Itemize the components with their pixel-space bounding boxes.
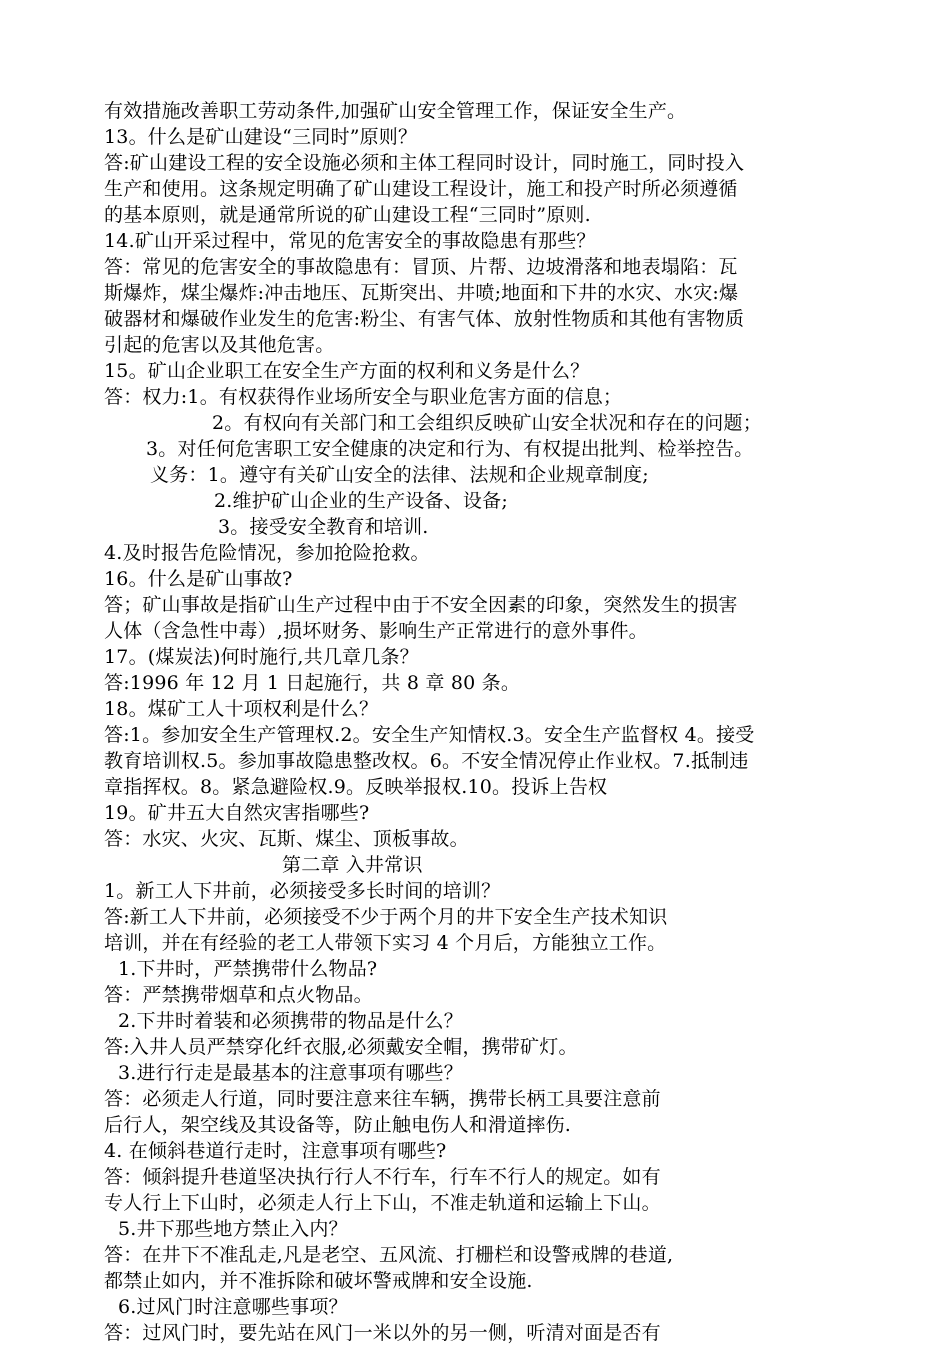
text-line: 答：在井下不准乱走,凡是老空、五风流、打栅栏和设警戒牌的巷道, [104,1244,674,1266]
question-heading: 6.过风门时注意哪些事项？ [118,1296,348,1318]
text-line: 答:入井人员严禁穿化纤衣服,必须戴安全帽，携带矿灯。 [104,1036,578,1058]
text-line: 破器材和爆破作业发生的危害:粉尘、有害气体、放射性物质和其他有害物质 [104,308,745,330]
text-line: 有效措施改善职工劳动条件,加强矿山安全管理工作，保证安全生产。 [104,100,687,122]
question-heading: 5.井下那些地方禁止入内？ [118,1218,348,1240]
text-line: 3。对任何危害职工安全健康的决定和行为、有权提出批判、检举控告。 [146,438,754,460]
text-line: 培训，并在有经验的老工人带领下实习 4 个月后，方能独立工作。 [104,932,667,954]
text-line: 都禁止如内，并不准拆除和破坏警戒牌和安全设施. [104,1270,533,1292]
question-heading: 13。什么是矿山建设“三同时”原则？ [104,126,418,148]
question-heading: 16。什么是矿山事故? [104,568,293,590]
text-line: 后行人，架空线及其设备等，防止触电伤人和滑道摔伤. [104,1114,572,1136]
text-line: 答：必须走人行道，同时要注意来往车辆，携带长柄工具要注意前 [104,1088,661,1110]
question-heading: 4. 在倾斜巷道行走时，注意事项有哪些? [104,1140,447,1162]
text-line: 答：过风门时，要先站在风门一米以外的另一侧，听清对面是否有 [104,1322,661,1344]
question-heading: 19。矿井五大自然灾害指哪些? [104,802,370,824]
text-line: 答：权力:1。有权获得作业场所安全与职业危害方面的信息； [104,386,623,408]
text-line: 章指挥权。8。紧急避险权.9。反映举报权.10。投诉上告权 [104,776,608,798]
question-heading: 3.进行行走是最基本的注意事项有哪些？ [118,1062,463,1084]
question-heading: 15。矿山企业职工在安全生产方面的权利和义务是什么？ [104,360,590,382]
question-heading: 1。新工人下井前，必须接受多长时间的培训？ [104,880,501,902]
text-line: 答：水灾、火灾、瓦斯、煤尘、顶板事故。 [104,828,469,850]
text-line: 4.及时报告危险情况，参加抢险抢救。 [104,542,430,564]
text-line: 答:1996 年 12 月 1 日起施行，共 8 章 80 条。 [104,672,521,694]
text-line: 2。有权向有关部门和工会组织反映矿山安全状况和存在的问题； [212,412,762,434]
text-line: 的基本原则，就是通常所说的矿山建设工程“三同时”原则. [104,204,591,226]
question-heading: 1.下井时，严禁携带什么物品? [118,958,378,980]
text-line: 人体（含急性中毒）,损坏财务、影响生产正常进行的意外事件。 [104,620,648,642]
question-heading: 18。煤矿工人十项权利是什么？ [104,698,379,720]
text-line: 3。接受安全教育和培训. [218,516,429,538]
question-heading: 14.矿山开采过程中，常见的危害安全的事故隐患有那些？ [104,230,596,252]
text-line: 斯爆炸，煤尘爆炸:冲击地压、瓦斯突出、井喷;地面和下井的水灾、水灾:爆 [104,282,739,304]
text-line: 教育培训权.5。参加事故隐患整改权。6。不安全情况停止作业权。7.抵制违 [104,750,749,772]
question-heading: 2.下井时着装和必须携带的物品是什么？ [118,1010,463,1032]
text-line: 答:新工人下井前，必须接受不少于两个月的井下安全生产技术知识 [104,906,668,928]
text-line: 答：严禁携带烟草和点火物品。 [104,984,373,1006]
text-line: 生产和使用。这条规定明确了矿山建设工程设计，施工和投产时所必须遵循 [104,178,738,200]
chapter-title: 第二章 入井常识 [282,854,423,876]
question-heading: 17。(煤炭法)何时施行,共几章几条？ [104,646,419,668]
text-line: 义务：1。遵守有关矿山安全的法律、法规和企业规章制度; [150,464,649,486]
text-line: 答：常见的危害安全的事故隐患有：冒顶、片帮、边坡滑落和地表塌陷：瓦 [104,256,738,278]
text-line: 答：倾斜提升巷道坚决执行行人不行车，行车不行人的规定。如有 [104,1166,661,1188]
text-line: 答:矿山建设工程的安全设施必须和主体工程同时设计，同时施工，同时投入 [104,152,745,174]
text-line: 专人行上下山时，必须走人行上下山，不准走轨道和运输上下山。 [104,1192,661,1214]
text-line: 引起的危害以及其他危害。 [104,334,335,356]
text-line: 2.维护矿山企业的生产设备、设备; [214,490,508,512]
text-line: 答:1。参加安全生产管理权.2。安全生产知情权.3。安全生产监督权 4。接受 [104,724,755,746]
text-line: 答；矿山事故是指矿山生产过程中由于不安全因素的印象，突然发生的损害 [104,594,738,616]
